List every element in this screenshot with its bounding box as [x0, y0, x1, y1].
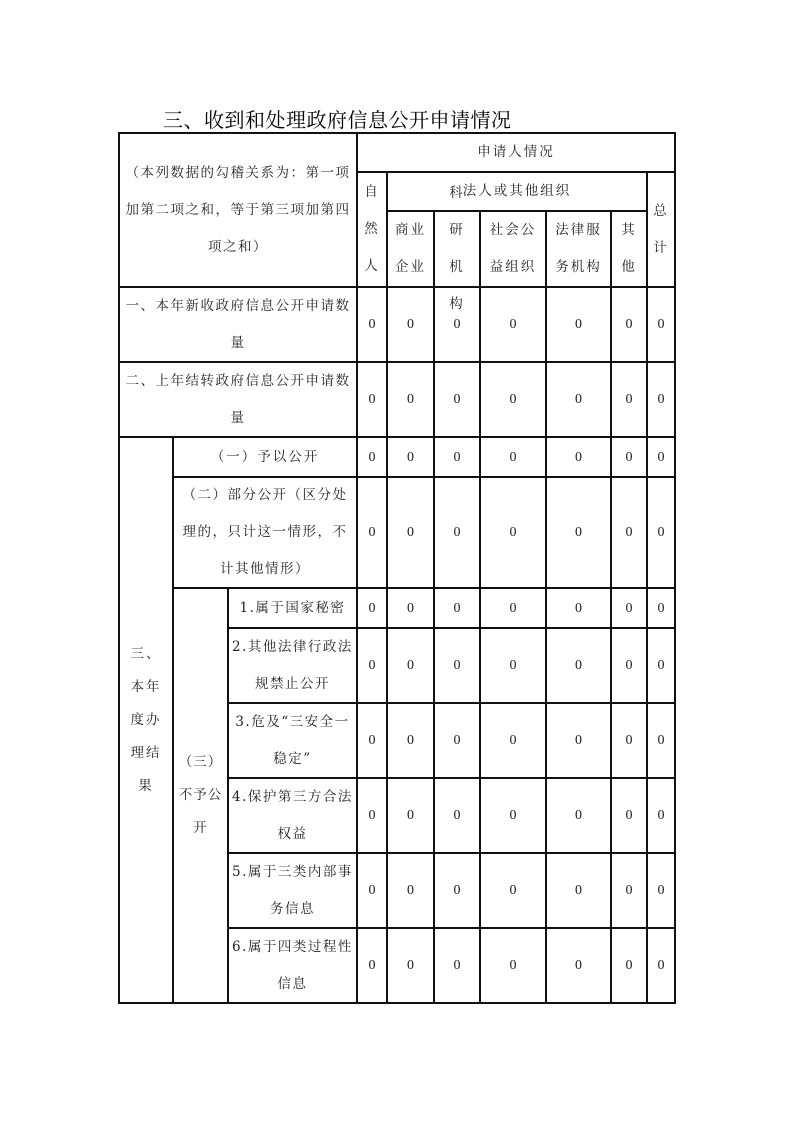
header-sub-column-text: 其他	[621, 222, 637, 275]
value-cell-text: 0	[509, 600, 517, 616]
value-cell	[480, 778, 546, 853]
row-label-text: 二、上年结转政府信息公开申请数量	[125, 372, 351, 426]
value-cell-text: 0	[407, 658, 414, 673]
value-cell	[480, 362, 546, 437]
value-cell	[647, 477, 675, 588]
value-cell	[546, 928, 611, 1003]
value-cell	[357, 588, 387, 628]
not-public-label-text: （三）不予公开	[178, 754, 223, 836]
value-cell	[611, 853, 647, 928]
value-cell-text: 0	[368, 525, 376, 540]
row-label	[173, 477, 357, 588]
row-label-text: 一、本年新收政府信息公开申请数量	[125, 297, 351, 351]
value-cell	[480, 477, 546, 588]
value-cell-text: 0	[453, 317, 461, 332]
header-applicant-text: 申请人情况	[477, 144, 555, 160]
value-cell-text: 0	[368, 958, 376, 973]
value-cell-text: 0	[453, 392, 461, 407]
value-cell-text: 0	[407, 958, 414, 973]
grid-line	[646, 171, 648, 1004]
value-cell-text: 0	[575, 883, 582, 898]
value-cell	[434, 778, 480, 853]
grid-line	[228, 927, 676, 929]
row-label-text: 3.危及“三安全一稳定”	[235, 713, 350, 767]
header-sub-column	[480, 211, 546, 287]
value-cell-text: 0	[509, 733, 517, 748]
value-cell	[434, 853, 480, 928]
value-cell-text: 0	[509, 317, 517, 332]
value-cell	[546, 628, 611, 703]
value-cell	[480, 928, 546, 1003]
value-cell-text: 0	[657, 525, 665, 540]
header-legal-org-text: 法人或其他组织	[462, 183, 572, 199]
value-cell-text: 0	[657, 317, 665, 332]
value-cell	[611, 437, 647, 477]
header-sub-column-text: 社会公益组织	[489, 222, 537, 275]
grid-line	[545, 210, 547, 1004]
value-cell-text: 0	[453, 958, 461, 973]
value-cell-text: 0	[453, 449, 461, 465]
value-cell	[387, 703, 434, 778]
value-cell	[357, 287, 387, 362]
row-label-text: 2.其他法律行政法规禁止公开	[232, 638, 353, 692]
value-cell	[647, 588, 675, 628]
value-cell	[546, 287, 611, 362]
value-cell	[480, 853, 546, 928]
value-cell-text: 0	[407, 525, 414, 540]
row-label	[228, 778, 357, 853]
value-cell	[387, 928, 434, 1003]
value-cell-text: 0	[368, 600, 376, 616]
row-label	[228, 628, 357, 703]
value-cell-text: 0	[625, 525, 633, 540]
value-cell-text: 0	[657, 733, 665, 748]
grid-line	[228, 777, 676, 779]
value-cell-text: 0	[657, 883, 665, 898]
value-cell	[647, 628, 675, 703]
value-cell-text: 0	[625, 883, 633, 898]
value-cell	[611, 703, 647, 778]
grid-line	[479, 210, 481, 1004]
value-cell	[434, 437, 480, 477]
header-note	[119, 133, 357, 287]
value-cell	[387, 287, 434, 362]
value-cell-text: 0	[453, 525, 461, 540]
value-cell-text: 0	[575, 958, 582, 973]
value-cell-text: 0	[625, 958, 633, 973]
header-sub-column-text: 商业企业	[395, 222, 426, 275]
header-applicant	[357, 133, 675, 172]
value-cell	[546, 703, 611, 778]
grid-line	[173, 587, 676, 589]
row-label	[228, 703, 357, 778]
value-cell	[357, 853, 387, 928]
value-cell	[546, 588, 611, 628]
header-total	[647, 172, 675, 287]
value-cell-text: 0	[509, 449, 517, 465]
grid-line	[433, 210, 435, 1004]
value-cell	[480, 628, 546, 703]
row-label-text: （一）予以公开	[210, 448, 320, 465]
value-cell	[647, 703, 675, 778]
value-cell-text: 0	[453, 883, 461, 898]
value-cell	[611, 778, 647, 853]
value-cell-text: 0	[453, 658, 461, 673]
value-cell	[611, 362, 647, 437]
value-cell	[546, 477, 611, 588]
grid-line	[119, 132, 676, 134]
row-label-text: 4.保护第三方合法权益	[232, 788, 353, 842]
value-cell	[480, 588, 546, 628]
header-legal-org	[387, 172, 647, 211]
value-cell	[611, 287, 647, 362]
grid-line	[610, 210, 612, 1004]
value-cell	[357, 437, 387, 477]
grid-line	[357, 171, 676, 173]
value-cell	[434, 703, 480, 778]
value-cell-text: 0	[575, 600, 582, 616]
value-cell	[357, 778, 387, 853]
header-sub-column-text: 法律服务机构	[555, 222, 602, 275]
value-cell-text: 0	[407, 733, 414, 748]
grid-line	[227, 587, 229, 1004]
value-cell-text: 0	[407, 808, 414, 823]
value-cell-text: 0	[509, 525, 517, 540]
value-cell	[387, 477, 434, 588]
row-label-text: 6.属于四类过程性信息	[232, 938, 353, 992]
value-cell	[480, 703, 546, 778]
value-cell-text: 0	[625, 733, 633, 748]
value-cell-text: 0	[575, 658, 582, 673]
value-cell-text: 0	[657, 958, 665, 973]
grid-line	[118, 132, 120, 1004]
value-cell	[387, 778, 434, 853]
value-cell	[647, 437, 675, 477]
section3-label	[119, 437, 173, 1003]
grid-line	[119, 361, 676, 363]
section-title: 三、收到和处理政府信息公开申请情况	[163, 108, 512, 132]
value-cell-text: 0	[575, 392, 582, 407]
value-cell-text: 0	[625, 317, 633, 332]
header-sub-column	[434, 185, 480, 312]
header-total-text: 总计	[653, 202, 669, 256]
grid-line	[228, 627, 676, 629]
value-cell	[387, 362, 434, 437]
header-sub-column	[611, 211, 647, 287]
value-cell-text: 0	[625, 658, 633, 673]
value-cell	[611, 588, 647, 628]
grid-line	[119, 286, 676, 288]
grid-line	[228, 702, 676, 704]
value-cell-text: 0	[368, 317, 376, 332]
value-cell-text: 0	[575, 733, 582, 748]
section3-label-text: 三、本年度办理结果	[130, 645, 162, 794]
value-cell	[357, 628, 387, 703]
value-cell	[434, 928, 480, 1003]
value-cell-text: 0	[657, 808, 665, 823]
value-cell-text: 0	[657, 600, 665, 616]
value-cell	[387, 853, 434, 928]
grid-line	[386, 171, 388, 1004]
value-cell-text: 0	[575, 808, 582, 823]
header-natural-person-text: 自然人	[364, 184, 380, 274]
value-cell	[546, 853, 611, 928]
value-cell	[611, 628, 647, 703]
value-cell-text: 0	[625, 449, 633, 465]
value-cell-text: 0	[509, 883, 517, 898]
value-cell-text: 0	[657, 392, 665, 407]
header-sub-column	[387, 211, 434, 287]
value-cell	[647, 778, 675, 853]
value-cell	[357, 928, 387, 1003]
value-cell-text: 0	[407, 883, 414, 898]
value-cell	[647, 853, 675, 928]
value-cell	[647, 287, 675, 362]
value-cell	[480, 287, 546, 362]
value-cell	[546, 778, 611, 853]
value-cell	[434, 477, 480, 588]
row-label-text: 1.属于国家秘密	[239, 599, 346, 616]
value-cell-text: 0	[407, 392, 414, 407]
value-cell-text: 0	[407, 600, 414, 616]
header-natural-person	[357, 172, 387, 287]
grid-line	[356, 132, 358, 1004]
value-cell	[357, 703, 387, 778]
row-label	[119, 362, 357, 437]
value-cell-text: 0	[368, 808, 376, 823]
value-cell-text: 0	[407, 317, 414, 332]
value-cell-text: 0	[575, 317, 582, 332]
value-cell-text: 0	[657, 658, 665, 673]
value-cell-text: 0	[368, 392, 376, 407]
value-cell	[357, 362, 387, 437]
value-cell-text: 0	[453, 600, 461, 616]
grid-line	[119, 436, 676, 438]
value-cell	[546, 437, 611, 477]
value-cell	[387, 437, 434, 477]
value-cell-text: 0	[625, 600, 633, 616]
row-label	[228, 928, 357, 1003]
value-cell-text: 0	[407, 449, 414, 465]
header-note-text: （本列数据的勾稽关系为：第一项加第二项之和，等于第三项加第四项之和）	[125, 164, 351, 255]
value-cell-text: 0	[453, 733, 461, 748]
grid-line	[228, 852, 676, 854]
value-cell-text: 0	[575, 449, 582, 465]
value-cell-text: 0	[509, 958, 517, 973]
value-cell-text: 0	[509, 392, 517, 407]
value-cell-text: 0	[575, 525, 582, 540]
value-cell-text: 0	[368, 883, 376, 898]
grid-line	[172, 436, 174, 1004]
value-cell	[387, 628, 434, 703]
value-cell-text: 0	[625, 808, 633, 823]
value-cell-text: 0	[368, 449, 376, 465]
row-label	[119, 287, 357, 362]
grid-line	[674, 132, 676, 1004]
value-cell	[434, 362, 480, 437]
value-cell	[647, 362, 675, 437]
value-cell	[434, 628, 480, 703]
grid-line	[173, 476, 676, 478]
row-label	[173, 437, 357, 477]
value-cell-text: 0	[509, 808, 517, 823]
value-cell	[357, 477, 387, 588]
value-cell-text: 0	[625, 392, 633, 407]
grid-line	[387, 210, 648, 212]
row-label-text: （二）部分公开（区分处理的，只计这一情形，不计其他情形）	[182, 487, 348, 577]
value-cell	[434, 287, 480, 362]
value-cell	[480, 437, 546, 477]
grid-line	[119, 1002, 676, 1004]
not-public-label	[173, 588, 228, 1003]
header-sub-column	[546, 211, 611, 287]
value-cell	[434, 588, 480, 628]
value-cell-text: 0	[453, 808, 461, 823]
value-cell	[611, 477, 647, 588]
row-label	[228, 588, 357, 628]
header-sub-column-text: 科研机构	[449, 185, 465, 312]
row-label-text: 5.属于三类内部事务信息	[232, 863, 353, 917]
value-cell-text: 0	[509, 658, 517, 673]
row-label	[228, 853, 357, 928]
value-cell	[647, 928, 675, 1003]
value-cell	[546, 362, 611, 437]
value-cell-text: 0	[368, 658, 376, 673]
value-cell	[611, 928, 647, 1003]
value-cell	[387, 588, 434, 628]
value-cell-text: 0	[657, 449, 665, 465]
value-cell-text: 0	[368, 733, 376, 748]
